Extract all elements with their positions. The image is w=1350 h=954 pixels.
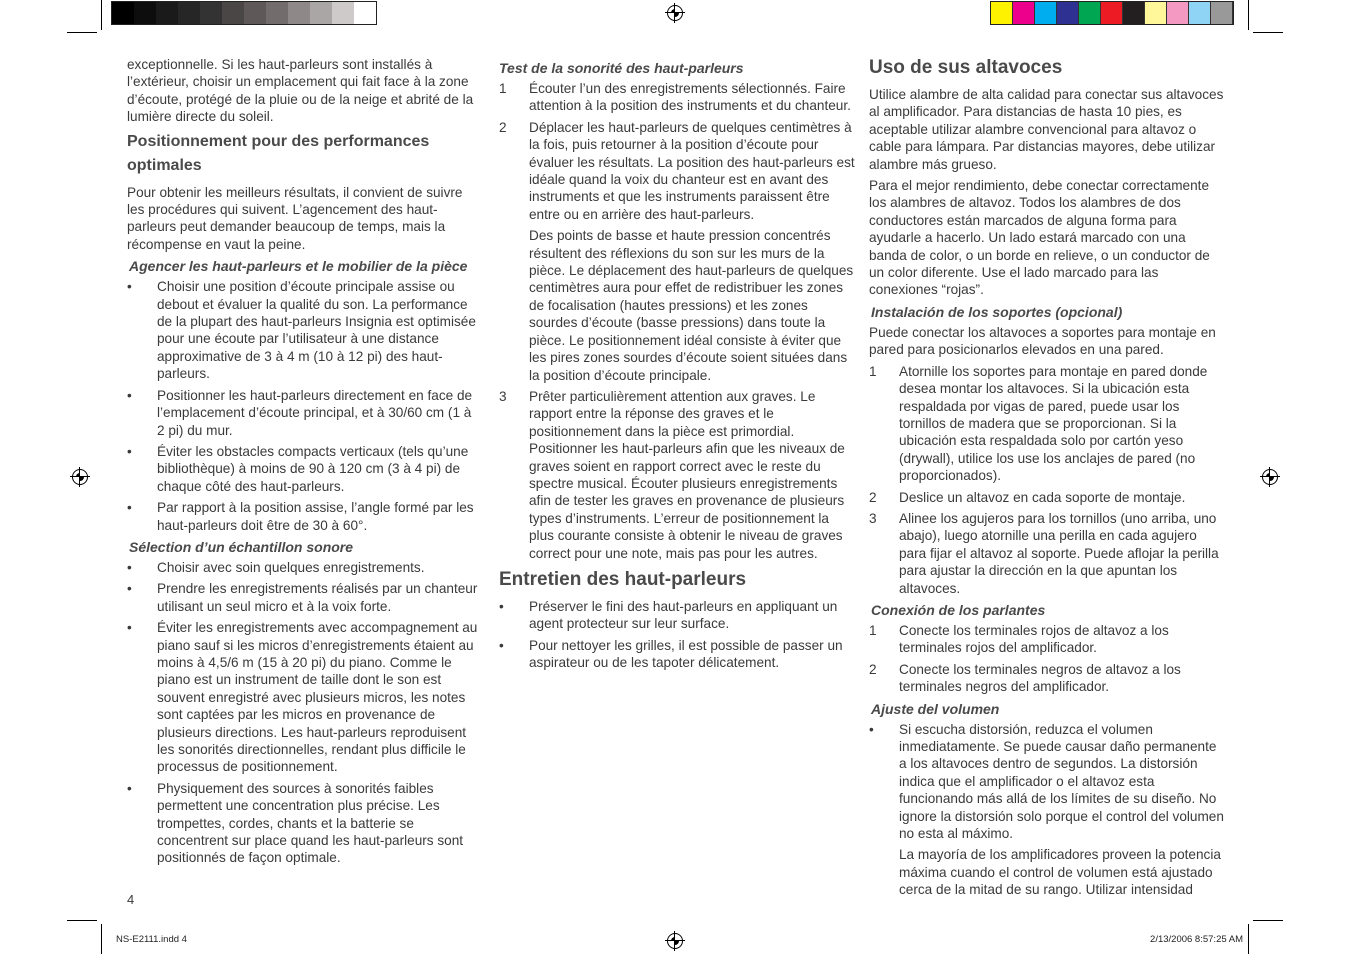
gray-swatch [266, 2, 288, 24]
list-item: 2 Déplacer les haut-parleurs de quelques centimètres à la fois, puis retourner à la position d’écoute pour évaluer les résultats. La position des haut-parleurs est idéale quand la voix du chanteur est en avant des instruments et que les instruments paraissent être entre ou en arrière des haut-parleurs. [499, 119, 855, 222]
subheading-sample: Sélection d’un échantillon sonore [129, 538, 354, 555]
crop-mark [1253, 32, 1283, 33]
volume-continuation: La mayoría de los amplificadores proveen la potencia máxima cuando el control de volumen está ajustado cerca de la mitad de su rango. Utilizar intensidad [899, 847, 1221, 898]
usage-paragraph-1: Utilice alambre de alta calidad para conectar sus altavoces al amplificador. Para distancias de hasta 10 pies, es aceptable utilizar alambre convencional para altavoz o cable para lámpara. Par distancias mayores, debe utilizar alambre más grueso. [869, 87, 1224, 172]
intro-paragraph: exceptionnelle. Si les haut-parleurs sont installés à l’extérieur, choisir un emplacement qui fait face à la zone d’écoute, protégé de la pluie ou de la neige et abrité de la lumière directe du soleil. [127, 57, 474, 125]
crop-mark [1248, 0, 1249, 30]
color-swatch [1145, 2, 1167, 24]
gray-swatch [134, 2, 156, 24]
list-item: 1 Conecte los terminales rojos de altavoz a los terminales rojos del amplificador. [869, 622, 1169, 656]
list-item: 3 Alinee los agujeros para los tornillos (uno arriba, uno abajo), luego atornille una perilla en cada agujero para fijar el altavoz al soporte. Puede aflojar la perilla para ajustar la dirección en la que apuntan los altavoces. [869, 510, 1219, 596]
registration-mark-icon [667, 933, 683, 949]
list-item: • Positionner les haut-parleurs directement en face de l’emplacement d’écoute principal, et à 30/60 cm (1 à 2 pi) du mur. [127, 387, 473, 438]
subheading-arrange: Agencer les haut-parleurs et le mobilier de la pièce [129, 258, 468, 275]
list-item: • Préserver le fini des haut-parleurs en appliquant un agent protecteur sur leur surface. [499, 598, 838, 632]
sound-test-steps [499, 80, 855, 223]
gray-swatch [244, 2, 266, 24]
section-heading-positioning: Positionnement pour des performances optimales [127, 132, 430, 174]
column-left [127, 56, 482, 871]
gray-swatch [112, 2, 134, 24]
column-right [869, 56, 1225, 903]
list-item: • Éviter les obstacles compacts verticaux (tels qu’une bibliothèque) à moins de 90 à 120 cm (3 à 4 pi) de chaque côté des haut-parleurs. [127, 443, 469, 494]
list-item: • Pour nettoyer les grilles, il est possible de passer un aspirateur ou de les tapoter délicatement. [499, 637, 843, 671]
color-swatch [1167, 2, 1189, 24]
list-item: 3 Prêter particulièrement attention aux graves. Le rapport entre la réponse des graves et le positionnement dans la pièce est primordial. Positionner les haut-parleurs afin que les niveaux de graves soient en rapport correct avec le reste du spectre musical. Écouter plusieurs enregistrements afin de tester les graves en provenance de plusieurs types d’instruments. L’erreur de positionnement la plus courante consiste à obtenir le niveau de graves correct pour une note, mais pas pour les autres. [499, 388, 845, 561]
gray-swatch [288, 2, 310, 24]
positioning-paragraph: Pour obtenir les meilleurs résultats, il convient de suivre les procédures qui suivent. L’agencement des haut-parleurs peut demander beaucoup de temps, mais la récompense en vaut la peine. [127, 184, 463, 252]
list-item: 1 Atornille los soportes para montaje en pared donde desea montar los altavoces. Si la ubicación esta respaldada por vigas de pared, puede usar los tornillos de madera que se proporcionan. Si la ubicación esta respaldada solo por cartón yeso (drywall), utilice los use los anclajes de pared (no proporcionados). [869, 363, 1208, 484]
color-swatch [1013, 2, 1035, 24]
date-slug: 2/13/2006 8:57:25 AM [1150, 934, 1243, 945]
sample-list [127, 559, 482, 867]
crop-mark [67, 920, 97, 921]
color-swatch [1211, 2, 1233, 24]
gray-swatch [200, 2, 222, 24]
color-swatch [1035, 2, 1057, 24]
list-item: • Si escucha distorsión, reduzca el volumen inmediatamente. Se puede causar daño permanente a los altavoces dentro de segundos. La distorsión indica que el amplificador o el altavoz esta funcionando más allá de los límites de su diseño. No ignore la distorsión solo porque el control del volumen no esta al máximo. [869, 721, 1224, 842]
list-item: • Choisir une position d’écoute principale assise ou debout et évaluer la qualité du son. La performance de la plupart des haut-parleurs Insignia est optimisée pour une écoute par l’utilisateur à une distance approximative de 3 à 4 m (10 à 12 pi) des haut-parleurs. [127, 279, 476, 382]
arrange-list [127, 278, 482, 534]
color-swatch [1189, 2, 1211, 24]
grayscale-calibration-bar [111, 1, 377, 25]
crop-mark [101, 924, 102, 954]
maintenance-list [499, 598, 855, 672]
connection-steps [869, 622, 1225, 696]
color-swatch [1101, 2, 1123, 24]
registration-mark-icon [72, 469, 88, 485]
list-item: • Prendre les enregistrements réalisés par un chanteur utilisant un seul micro et à la voix forte. [127, 581, 478, 614]
step-2-continuation: Des points de basse et haute pression concentrés résultent des réflexions du son sur les murs de la pièce. Le déplacement des haut-parleurs de quelques centimètres aura pour effet de redistribuer les zones de focalisation (hautes pressions) et les zones sourdes d’écoute (basse pressions) dans toute la pièce. Le positionnement idéal consiste à éviter que les pires zones sourdes d’écoute soient situées dans la position d’écoute principale. [529, 228, 854, 383]
crop-mark [67, 32, 97, 33]
page-number: 4 [127, 892, 135, 907]
list-item: • Physiquement des sources à sonorités faibles permettent une concentration plus précise. Les trompettes, cordes, chants et la batterie se concentrent sur place quand les haut-parleurs sont positionnés de façon optimale. [127, 780, 464, 866]
bracket-steps [869, 363, 1225, 597]
file-slug: NS-E2111.indd 4 [116, 934, 187, 945]
color-calibration-bar [990, 1, 1234, 25]
list-item: 2 Conecte los terminales negros de altavoz a los terminales negros del amplificador. [869, 661, 1181, 695]
registration-mark-icon [1262, 469, 1278, 485]
section-heading-maintenance: Entretien des haut-parleurs [499, 568, 747, 590]
subheading-volume: Ajuste del volumen [871, 700, 1000, 717]
subheading-brackets: Instalación de los soportes (opcional) [871, 303, 1123, 320]
list-item: 2 Deslice un altavoz en cada soporte de montaje. [869, 489, 1186, 505]
color-swatch [1079, 2, 1101, 24]
list-item: 1 Écouter l’un des enregistrements sélectionnés. Faire attention à la position des instruments et du chanteur. [499, 81, 851, 114]
subheading-connection: Conexión de los parlantes [871, 601, 1046, 618]
sound-test-steps-cont [499, 388, 855, 562]
color-swatch [1057, 2, 1079, 24]
gray-swatch [222, 2, 244, 24]
gray-swatch [178, 2, 200, 24]
column-middle [499, 56, 855, 676]
section-heading-usage: Uso de sus altavoces [869, 57, 1063, 78]
usage-paragraph-2: Para el mejor rendimiento, debe conectar correctamente los alambres de altavoz. Todos los alambres de dos conductores están marcados de alguna forma para ayudarle a hacerlo. Un lado estará marcado con una banda de color, o un borde en relieve, o un conductor de un color diferente. Use el lado marcado para las conexiones “rojas”. [869, 178, 1210, 298]
list-item: • Choisir avec soin quelques enregistrements. [127, 559, 425, 575]
gray-swatch [354, 2, 376, 24]
volume-list [869, 721, 1225, 843]
gray-swatch [156, 2, 178, 24]
crop-mark [101, 0, 102, 30]
crop-mark [1253, 920, 1283, 921]
list-item: • Par rapport à la position assise, l’angle formé par les haut-parleurs doit être de 30 à 60°. [127, 500, 474, 533]
color-swatch [1123, 2, 1145, 24]
gray-swatch [332, 2, 354, 24]
brackets-paragraph: Puede conectar los altavoces a soportes para montaje en pared para posicionarlos elevados en una pared. [869, 324, 1216, 358]
gray-swatch [310, 2, 332, 24]
color-swatch [991, 2, 1013, 24]
list-item: • Éviter les enregistrements avec accompagnement au piano sauf si les micros d’enregistrements étaient au moins à 4,5/6 m (15 à 20 pi) du piano. Comme le piano est un instrument de taille dont le son est souvent enregistré avec plusieurs micros, les notes sont captées par les micros en provenance de plusieurs directions. Les haut-parleurs reproduisent les sonorités directionnelles, rendant plus difficile le processus de positionnement. [127, 620, 478, 775]
subheading-sound-test: Test de la sonorité des haut-parleurs [499, 60, 744, 76]
crop-mark [1248, 924, 1249, 954]
registration-mark-icon [667, 5, 683, 21]
